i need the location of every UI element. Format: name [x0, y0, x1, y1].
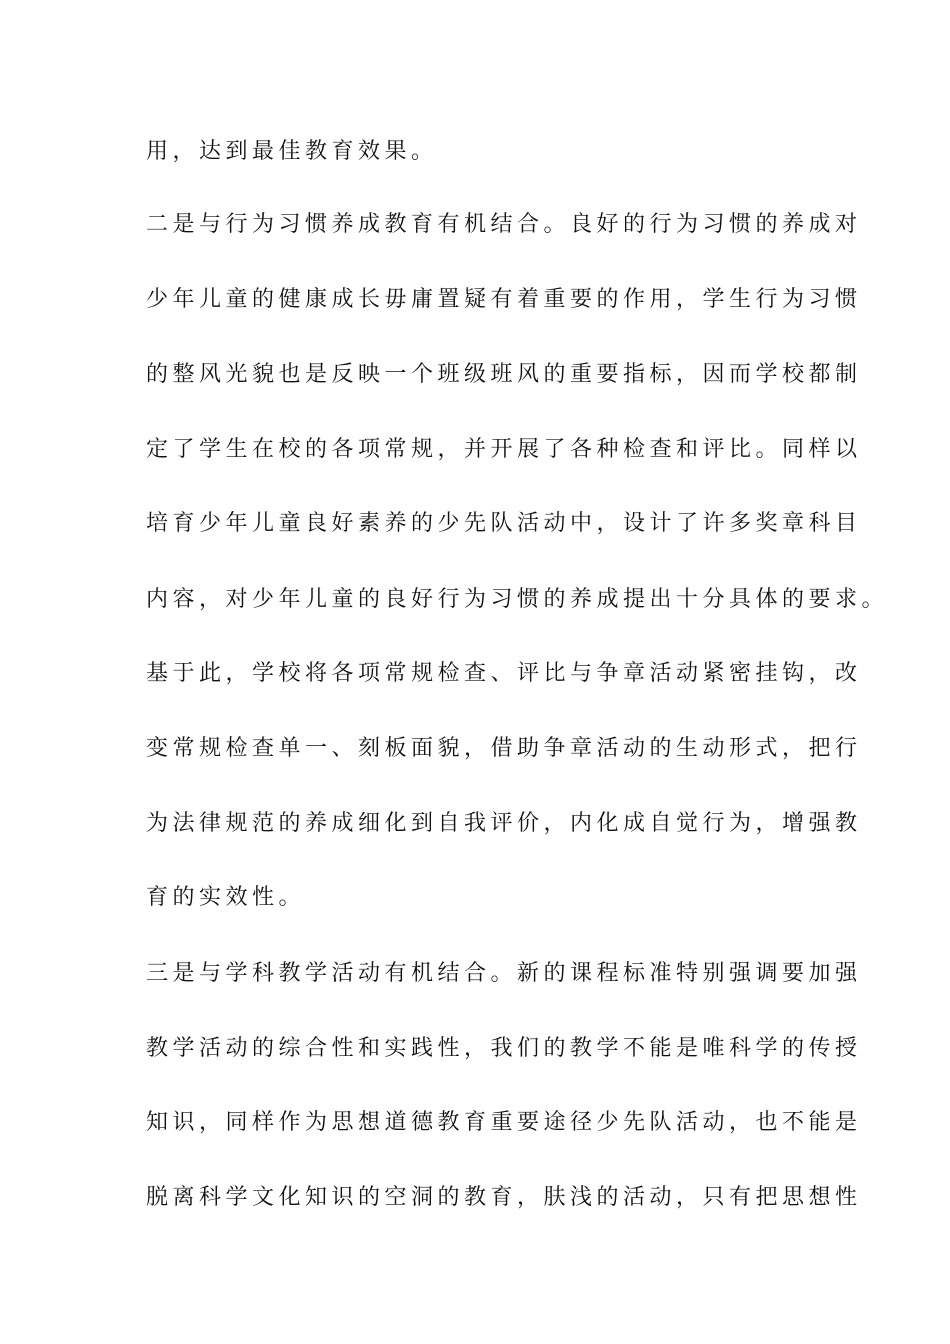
text-line: 少年儿童的健康成长毋庸置疑有着重要的作用，学生行为习惯	[146, 287, 862, 312]
text-line: 内容，对少年儿童的良好行为习惯的养成提出十分具体的要求。	[146, 587, 889, 612]
text-line: 知识，同样作为思想道德教育重要途径少先队活动，也不能是	[146, 1110, 862, 1135]
text-line: 变常规检查单一、刻板面貌，借助争章活动的生动形式，把行	[146, 736, 862, 761]
text-line: 三是与学科教学活动有机结合。新的课程标准特别强调要加强	[146, 961, 862, 986]
text-line: 定了学生在校的各项常规，并开展了各种检查和评比。同样以	[146, 437, 862, 462]
text-line: 教学活动的综合性和实践性，我们的教学不能是唯科学的传授	[146, 1036, 862, 1061]
text-line: 为法律规范的养成细化到自我评价，内化成自觉行为，增强教	[146, 811, 862, 836]
text-line: 二是与行为习惯养成教育有机结合。良好的行为习惯的养成对	[146, 212, 862, 237]
text-line: 脱离科学文化知识的空洞的教育，肤浅的活动，只有把思想性	[146, 1185, 862, 1210]
text-line: 的整风光貌也是反映一个班级班风的重要指标，因而学校都制	[146, 362, 862, 387]
text-line: 培育少年儿童良好素养的少先队活动中，设计了许多奖章科目	[146, 511, 862, 536]
text-line: 基于此，学校将各项常规检查、评比与争章活动紧密挂钩，改	[146, 661, 862, 686]
text-line: 用，达到最佳教育效果。	[146, 139, 438, 164]
text-line: 育的实效性。	[146, 885, 306, 910]
